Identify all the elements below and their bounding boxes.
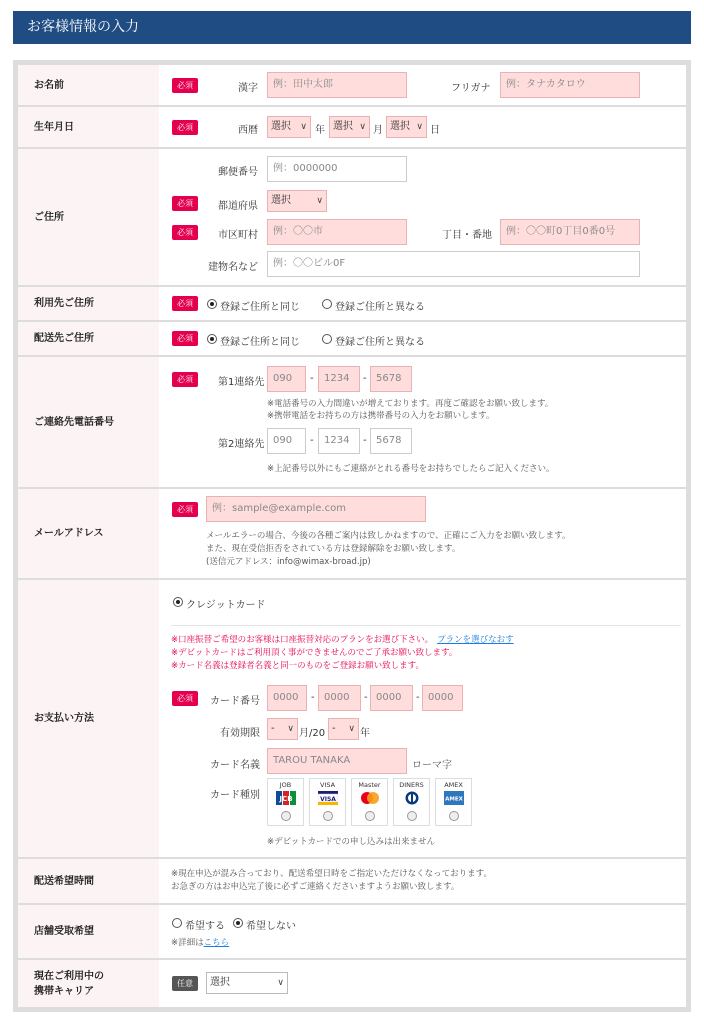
card-type-diners-radio[interactable] [407,811,417,821]
phone-label: ご連絡先電話番号 [18,357,159,487]
chevron-down-icon: ∨ [316,196,323,206]
dash: - [310,373,314,384]
month-unit: 月 [373,125,383,136]
chevron-down-icon: ∨ [416,122,423,132]
mastercard-logo-icon [360,791,380,805]
expiry-month-select[interactable]: - ∨ [267,718,298,740]
row-carrier [18,960,686,1007]
card-type-amex-radio[interactable] [449,811,459,821]
email-note-1: メールエラーの場合、今後の各種ご案内は致しかねますので、正確にご入力をお願い致します。 [206,531,571,541]
card-type-jcb[interactable]: JOB JCB [267,778,304,826]
ship-address-diff-radio[interactable] [322,334,332,344]
kana-name-input[interactable]: 例：タナカタロウ [500,72,640,98]
phone1-part2-input[interactable]: 1234 [318,366,360,392]
phone-note-2: ※携帯電話をお持ちの方は携帯番号の入力をお願いします。 [267,411,495,421]
required-badge: 必須 [172,196,198,211]
card-type-visa[interactable]: VISA VISA [309,778,346,826]
building-input[interactable]: 例：〇〇ビル0F [267,251,640,277]
jcb-logo-icon [276,791,296,805]
optional-badge: 任意 [172,976,198,991]
customer-info-form [13,60,691,1012]
store-pickup-no-radio[interactable] [233,918,243,928]
row-birth [18,107,686,147]
change-plan-link[interactable]: プランを選びなおす [437,635,514,645]
dash: - [416,692,420,703]
row-phone [18,357,686,487]
ship-address-same-radio[interactable] [207,334,217,344]
ship-address-same-label[interactable]: 登録ご住所と同じ [220,337,300,348]
ship-address-label: 配送先ご住所 [18,322,159,355]
chome-input[interactable]: 例：〇〇町0丁目0番0号 [500,219,640,245]
expiry-year-unit: 年 [360,728,370,739]
card-type-diners[interactable]: DINERS [393,778,430,826]
row-name [18,65,686,105]
phone2-part3-input[interactable]: 5678 [370,428,412,454]
card-type-label: カード種別 [210,790,260,801]
prefecture-select[interactable]: 選択 ∨ [267,190,327,212]
phone-note-3: ※上記番号以外にもご連絡がとれる番号をお持ちでしたらご記入ください。 [267,464,555,474]
birth-day-select[interactable]: 選択 ∨ [386,116,427,138]
pref-label: 都道府県 [218,201,258,212]
diners-logo-icon [402,791,422,805]
required-badge: 必須 [172,331,198,346]
visa-logo-icon [318,791,338,805]
card-type-visa-radio[interactable] [323,811,333,821]
row-address [18,149,686,285]
chevron-down-icon: ∨ [300,122,307,132]
required-badge: 必須 [172,296,198,311]
expiry-year-select[interactable]: - ∨ [328,718,359,740]
delivery-note-1: ※現在申込が混み合っており、配送希望日時をご指定いただけなくなっております。 [171,869,492,879]
use-address-same-radio[interactable] [207,299,217,309]
card-number-part4-input[interactable]: 0000 [422,685,463,711]
divider [171,625,681,626]
chevron-down-icon: ∨ [348,724,355,734]
delivery-note-2: お急ぎの方はお申込完了後に必ずご連絡くださいますようお願い致します。 [171,882,460,892]
store-detail-link[interactable]: こちら [203,938,230,948]
card-number-label: カード番号 [210,696,260,707]
name-label: お名前 [18,65,159,105]
phone2-part1-input[interactable]: 090 [267,428,306,454]
row-ship-address [18,322,686,355]
chevron-down-icon: ∨ [359,122,366,132]
page-title: お客様情報の入力 [13,11,691,44]
carrier-select[interactable]: 選択 ∨ [206,972,288,994]
row-payment [18,580,686,857]
expiry-mid-text: 月/20 [299,728,326,739]
store-pickup-label: 店舗受取希望 [18,905,159,958]
building-label: 建物名など [208,262,258,273]
chevron-down-icon: ∨ [277,978,284,988]
row-email [18,489,686,578]
svg-text:AMEX: AMEX [445,796,463,803]
phone2-part2-input[interactable]: 1234 [318,428,360,454]
day-unit: 日 [430,125,440,136]
payment-label: お支払い方法 [18,580,159,857]
use-address-same-label[interactable]: 登録ご住所と同じ [220,302,300,313]
email-label: メールアドレス [18,489,159,578]
row-use-address [18,287,686,320]
kana-label: フリガナ [451,83,491,94]
required-badge: 必須 [172,691,198,706]
kanji-name-input[interactable]: 例：田中太郎 [267,72,407,98]
delivery-label: 配送希望時間 [18,859,159,903]
expiry-label: 有効期限 [220,728,260,739]
card-type-amex[interactable]: AMEX AMEX [435,778,472,826]
city-label: 市区町村 [218,230,258,241]
card-holder-input[interactable]: TAROU TANAKA [267,748,407,774]
dash: - [310,435,314,446]
romaji-hint: ローマ字 [412,760,452,771]
card-type-master[interactable]: Master [351,778,388,826]
svg-text:JCB: JCB [279,795,293,803]
card-number-part1-input[interactable]: 0000 [267,685,307,711]
debit-card-note: ※デビットカードでの申し込みは出来ません [267,837,436,847]
credit-card-label[interactable]: クレジットカード [186,600,266,611]
store-pickup-detail: ※詳細はこちら [171,938,230,948]
city-input[interactable]: 例：〇〇市 [267,219,407,245]
amex-logo-icon [444,791,464,805]
card-type-jcb-radio[interactable] [281,811,291,821]
required-badge: 必須 [172,78,198,93]
zip-label: 郵便番号 [218,167,258,178]
dash: - [311,692,315,703]
row-delivery [18,859,686,903]
address-label: ご住所 [18,149,159,285]
row-store-pickup [18,905,686,958]
birth-year-select[interactable]: 選択 ∨ [267,116,311,138]
payment-warning-3: ※カード名義は登録者名義と同一のものをご登録お願い致します。 [171,661,424,671]
second-contact-label: 第2連絡先 [218,439,265,450]
kanji-label: 漢字 [238,83,258,94]
store-pickup-no-label[interactable]: 希望しない [246,921,296,932]
use-address-label: 利用先ご住所 [18,287,159,320]
dash: - [363,373,367,384]
carrier-label: 現在ご利用中の 携帯キャリア [18,960,159,1007]
required-badge: 必須 [172,502,198,517]
chevron-down-icon: ∨ [287,724,294,734]
birth-month-select[interactable]: 選択 ∨ [329,116,370,138]
card-number-part3-input[interactable]: 0000 [370,685,413,711]
era-label: 西暦 [238,125,258,136]
required-badge: 必須 [172,225,198,240]
card-number-part2-input[interactable]: 0000 [318,685,361,711]
required-badge: 必須 [172,120,198,135]
payment-warning-2: ※デビットカードはご利用頂く事ができませんのでご了承お願い致します。 [171,648,458,658]
email-note-3: (送信元アドレス：info@wimax-broad.jp) [206,557,371,567]
store-pickup-yes-radio[interactable] [172,918,182,928]
year-unit: 年 [315,125,325,136]
use-address-diff-radio[interactable] [322,299,332,309]
birth-label: 生年月日 [18,107,159,147]
card-holder-label: カード名義 [210,760,260,771]
zip-input[interactable]: 例：0000000 [267,156,407,182]
card-type-master-radio[interactable] [365,811,375,821]
phone1-part1-input[interactable]: 090 [267,366,306,392]
ship-address-diff-label[interactable]: 登録ご住所と異なる [335,337,425,348]
required-badge: 必須 [172,372,198,387]
phone1-part3-input[interactable]: 5678 [370,366,412,392]
email-input[interactable]: 例：sample@example.com [206,496,426,522]
first-contact-label: 第1連絡先 [218,377,265,388]
use-address-diff-label[interactable]: 登録ご住所と異なる [335,302,425,313]
dash: - [363,435,367,446]
credit-card-radio[interactable] [173,597,183,607]
dash: - [364,692,368,703]
store-pickup-yes-label[interactable]: 希望する [185,921,225,932]
card-type-list [267,778,472,826]
svg-text:VISA: VISA [320,796,336,803]
phone-note-1: ※電話番号の入力間違いが増えております。再度ご確認をお願い致します。 [267,399,554,409]
payment-warning-1: ※口座振替ご希望のお客様は口座振替対応のプランをお選び下さい。 プランを選びなおす [171,635,514,645]
chome-label: 丁目・番地 [442,230,492,241]
email-note-2: また、現在受信拒否をされている方は登録解除をお願い致します。 [206,544,461,554]
